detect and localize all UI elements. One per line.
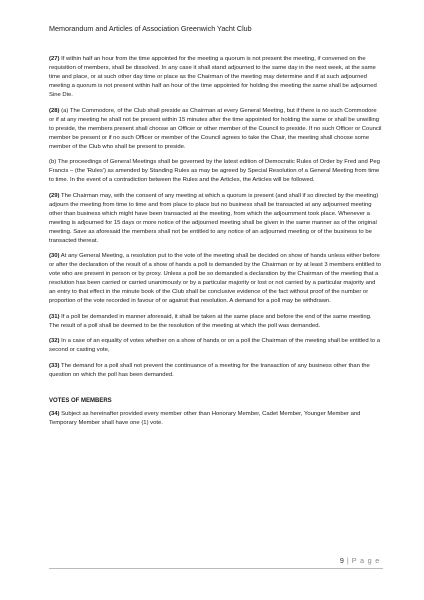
article-number: (31) (49, 313, 60, 320)
article-number: (34) (49, 410, 60, 417)
article-text: If within half an hour from the time appointed for the meeting a quorum is not present the meeting, if convened on the requisition of members, shall be dissolved. In any case it shall stand adjourned to the same day in the next week, at the same time and place, or at such other day time or place as the Chairman of the meeting may determine and if at such adjourned meeting a quorum is not present within half an hour of the time appointed for holding the meeting the same shall be adjourned Sine Die. (49, 56, 377, 98)
article-28a (49, 107, 382, 152)
page-number: 9 (339, 556, 344, 565)
article-34 (49, 410, 382, 428)
article-number: (29) (49, 192, 60, 199)
document-body (49, 55, 382, 434)
article-number: (32) (49, 338, 60, 344)
page-header: Memorandum and Articles of Association Greenwich Yacht Club (49, 24, 252, 33)
article-text: If a poll be demanded in manner aforesaid, it shall be taken at the same place and before the end of the same meeting. The result of a poll shall be deemed to be the resolution of the meeting at which the poll was demanded. (49, 313, 372, 329)
footer-separator: | (346, 556, 349, 565)
page-footer (340, 556, 380, 565)
article-31 (49, 313, 382, 331)
article-text: (b) The proceedings of General Meetings shall be governed by the latest edition of Democratic Rules of Order by Fred and Peg Francis – (the 'Rules') as amended by Standing Rules as may be agreed by Special Resolution of a General Meeting from time to time. In the event of a contradiction between the Rules and the Articles, the Articles will be followed. (49, 159, 380, 183)
article-text: At any General Meeting, a resolution put to the vote of the meeting shall be decided on show of hands unless either before or after the declaration of the result of a show of hands a poll is demanded by the Chairman or by at least 3 members entitled to vote who are present in person or by proxy. Unless a poll be so demanded a declaration by the Chairman of the meeting that a resolution has been carried or carried unanimously or by a particular majority or lost or not carried by a particular majority and an entry to that effect in the minute book of the Club shall be conclusive evidence of the fact without proof of the number or proportion of the vote recorded in favour of or against that resolution. A demand for a poll may be withdrawn. (49, 253, 382, 304)
article-text: In a case of an equality of votes whether on a show of hands or on a poll the Chairman of the meeting shall be entitled to a second or casting vote, (49, 338, 381, 353)
article-30 (49, 252, 382, 306)
article-text: The demand for a poll shall not prevent the continuance of a meeting for the transaction of any business other than the question on which the poll has been demanded. (49, 362, 370, 378)
article-32 (49, 337, 382, 355)
article-33 (49, 362, 382, 380)
article-text: The Chairman may, with the consent of any meeting at which a quorum is present (and shall if so directed by the meeting) adjourn the meeting from time to time and from place to place but no business shall be transacted at any adjourned meeting other than business which might have been transacted at the meeting, from which the adjournment took place. Whenever a meeting is adjourned for 15 days or more notice of the adjourned meeting shall be given in the same manner as of the original meeting. Save as aforesaid the members shall not be entitled to any notice of an adjourned meeting or of the business to be transacted thereat. (49, 192, 379, 244)
article-number: (30) (49, 253, 60, 259)
article-27 (49, 55, 382, 100)
article-text: Subject as hereinafter provided every member other than Honorary Member, Cadet Member, Younger Member and Temporary Member shall have one (1) vote. (49, 410, 361, 426)
article-28b (49, 158, 382, 185)
article-number: (33) (49, 362, 60, 369)
article-29 (49, 192, 382, 246)
section-heading: VOTES OF MEMBERS (49, 397, 112, 404)
footer-rule (49, 568, 383, 569)
page-label: P a g e (351, 556, 380, 565)
article-number: (28) (49, 107, 60, 114)
article-text: (a) The Commodore, of the Club shall preside as Chairman at every General Meeting, but if there is no such Commodore or if at any meeting he shall not be present within 15 minutes after the time appointed for holding the same or shall be unwilling to preside, the members present shall choose an Officer or other member of the Council to preside. If no such Officer or Council member be present or if no such Officer or member of the Council agrees to take the Chair, the meeting shall choose some member of the Club who shall be present to preside. (49, 107, 382, 150)
article-number: (27) (49, 56, 60, 62)
